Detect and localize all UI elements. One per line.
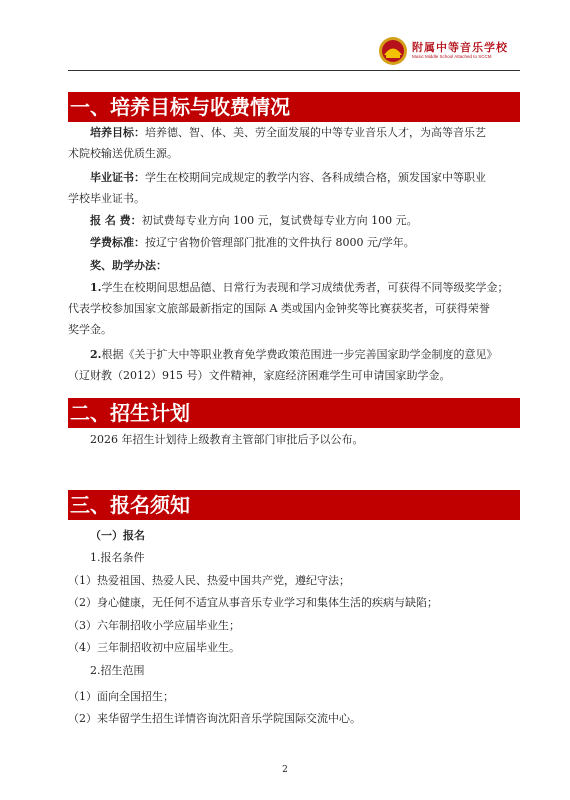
scope-item: （1）面向全国招生； <box>68 690 174 703</box>
award-label: 奖、助学办法： <box>90 259 167 272</box>
tuition-paragraph <box>68 236 520 249</box>
cert-text-2: 学校毕业证书。 <box>68 192 145 205</box>
award1-text-3: 奖学金。 <box>68 323 112 336</box>
scope-title: 2.招生范围 <box>90 664 145 677</box>
cert-label: 毕业证书： <box>90 171 145 184</box>
tuition-text: 按辽宁省物价管理部门批准的文件执行 8000 元/学年。 <box>145 236 415 249</box>
header-divider <box>68 70 520 71</box>
fee-label: 报 名 费： <box>90 214 142 227</box>
goal-label: 培养目标： <box>90 126 145 139</box>
school-emblem-icon <box>378 36 408 66</box>
fee-paragraph <box>68 214 520 227</box>
condition-item: （2）身心健康，无任何不适宜从事音乐专业学习和集体生活的疾病与缺陷； <box>68 596 438 609</box>
goal-text-2: 术院校输送优质生源。 <box>68 147 178 160</box>
cert-text-1: 学生在校期间完成规定的教学内容、各科成绩合格，颁发国家中等职业 <box>145 171 486 184</box>
logo-english-text: Music Middle School Attached to SCCM <box>412 54 492 59</box>
logo-chinese-text: 附属中等音乐学校 <box>412 41 508 54</box>
school-logo <box>378 36 508 66</box>
award2-line1 <box>68 348 520 361</box>
fee-text: 初试费每专业方向 100 元，复试费每专业方向 100 元。 <box>141 214 418 227</box>
condition-item: （3）六年制招收小学应届毕业生； <box>68 619 240 632</box>
section-title-training-goals: 一、培养目标与收费情况 <box>68 92 520 122</box>
award1-text-2: 代表学校参加国家文旅部最新指定的国际 A 类或国内金钟奖等比赛获奖者，可获得荣誉 <box>68 302 490 315</box>
condition-item: （4）三年制招收初中应届毕业生。 <box>68 641 240 654</box>
award1-line1 <box>68 281 520 294</box>
award2-number: 2. <box>90 348 102 361</box>
section-title-registration-notes: 三、报名须知 <box>68 490 520 520</box>
section-title-enrollment-plan: 二、招生计划 <box>68 398 520 428</box>
goal-paragraph-line1 <box>68 126 520 139</box>
enrollment-plan-text: 2026 年招生计划待上级教育主管部门审批后予以公布。 <box>90 433 364 446</box>
award1-number: 1. <box>90 281 102 294</box>
subsection-registration: （一）报名 <box>90 529 145 542</box>
award2-text-2: （辽财教（2012）915 号）文件精神，家庭经济困难学生可申请国家助学金。 <box>68 369 451 382</box>
award1-text-1: 学生在校期间思想品德、日常行为表现和学习成绩优秀者，可获得不同等级奖学金； <box>101 281 509 294</box>
award2-text-1: 根据《关于扩大中等职业教育免学费政策范围进一步完善国家助学金制度的意见》 <box>101 348 498 361</box>
page-number: 2 <box>282 765 288 775</box>
cert-paragraph-line1 <box>68 171 520 184</box>
condition-item: （1）热爱祖国、热爱人民、热爱中国共产党，遵纪守法； <box>68 574 350 587</box>
tuition-label: 学费标准： <box>90 236 145 249</box>
scope-item: （2）来华留学生招生详情咨询沈阳音乐学院国际交流中心。 <box>68 712 361 725</box>
conditions-title: 1.报名条件 <box>90 551 145 564</box>
goal-text-1: 培养德、智、体、美、劳全面发展的中等专业音乐人才，为高等音乐艺 <box>145 126 486 139</box>
